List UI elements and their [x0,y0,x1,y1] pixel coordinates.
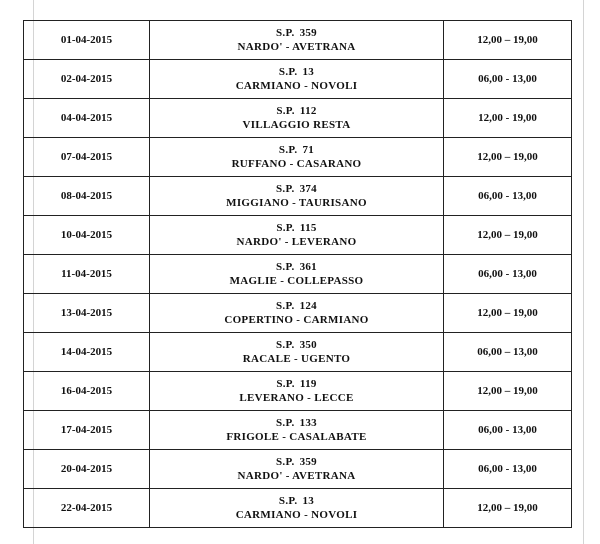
time-cell: 12,00 - 19,00 [444,99,572,138]
road-cell [150,411,444,450]
date-cell: 14-04-2015 [24,333,150,372]
road-code: S.P. 13 [278,495,315,507]
table-row [24,99,572,138]
date-cell: 08-04-2015 [24,177,150,216]
road-route: NARDO' - LEVERANO [236,236,357,248]
time-cell: 12,00 – 19,00 [444,372,572,411]
page-margin-guide-right [583,0,584,544]
date-cell: 20-04-2015 [24,450,150,489]
time-cell: 06,00 - 13,00 [444,411,572,450]
date-cell: 11-04-2015 [24,255,150,294]
road-cell [150,294,444,333]
road-route: CARMIANO - NOVOLI [235,509,358,521]
time-cell: 06,00 - 13,00 [444,255,572,294]
road-route: COPERTINO - CARMIANO [224,314,369,326]
time-cell: 06,00 – 13,00 [444,333,572,372]
road-route: RACALE - UGENTO [242,353,351,365]
road-cell [150,216,444,255]
road-cell [150,450,444,489]
time-cell: 12,00 – 19,00 [444,21,572,60]
time-cell: 12,00 – 19,00 [444,294,572,333]
table-row [24,255,572,294]
table-row [24,450,572,489]
time-cell: 12,00 – 19,00 [444,216,572,255]
date-cell: 22-04-2015 [24,489,150,528]
road-route: NARDO' - AVETRANA [237,41,356,53]
road-route: LEVERANO - LECCE [239,392,354,404]
road-route: VILLAGGIO RESTA [242,119,351,131]
road-cell [150,255,444,294]
road-cell [150,372,444,411]
road-route: NARDO' - AVETRANA [237,470,356,482]
road-code: S.P. 71 [278,144,315,156]
road-code: S.P. 112 [276,105,317,117]
table-row [24,489,572,528]
road-code: S.P. 350 [276,339,317,351]
time-cell: 12,00 – 19,00 [444,489,572,528]
date-cell: 04-04-2015 [24,99,150,138]
time-cell: 06,00 - 13,00 [444,450,572,489]
road-code: S.P. 361 [276,261,317,273]
table-row [24,411,572,450]
table-row [24,372,572,411]
road-cell [150,177,444,216]
road-route: RUFFANO - CASARANO [231,158,362,170]
road-code: S.P. 119 [276,378,317,390]
road-cell [150,60,444,99]
date-cell: 02-04-2015 [24,60,150,99]
road-closure-schedule-table [23,20,572,528]
time-cell: 06,00 - 13,00 [444,177,572,216]
date-cell: 07-04-2015 [24,138,150,177]
date-cell: 17-04-2015 [24,411,150,450]
date-cell: 10-04-2015 [24,216,150,255]
date-cell: 16-04-2015 [24,372,150,411]
road-cell [150,333,444,372]
table-row [24,333,572,372]
table-row [24,294,572,333]
road-code: S.P. 359 [276,27,317,39]
time-cell: 12,00 – 19,00 [444,138,572,177]
table-row [24,216,572,255]
road-cell [150,21,444,60]
road-code: S.P. 374 [276,183,317,195]
table-row [24,138,572,177]
road-cell [150,99,444,138]
time-cell: 06,00 - 13,00 [444,60,572,99]
table-row [24,21,572,60]
road-code: S.P. 359 [276,456,317,468]
road-code: S.P. 124 [276,300,317,312]
road-code: S.P. 115 [276,222,317,234]
road-code: S.P. 13 [278,66,315,78]
table-row [24,60,572,99]
road-route: MAGLIE - COLLEPASSO [229,275,364,287]
date-cell: 01-04-2015 [24,21,150,60]
date-cell: 13-04-2015 [24,294,150,333]
road-route: CARMIANO - NOVOLI [235,80,358,92]
road-cell [150,138,444,177]
road-route: MIGGIANO - TAURISANO [226,197,367,209]
table-row [24,177,572,216]
road-code: S.P. 133 [276,417,317,429]
road-route: FRIGOLE - CASALABATE [226,431,367,443]
road-cell [150,489,444,528]
